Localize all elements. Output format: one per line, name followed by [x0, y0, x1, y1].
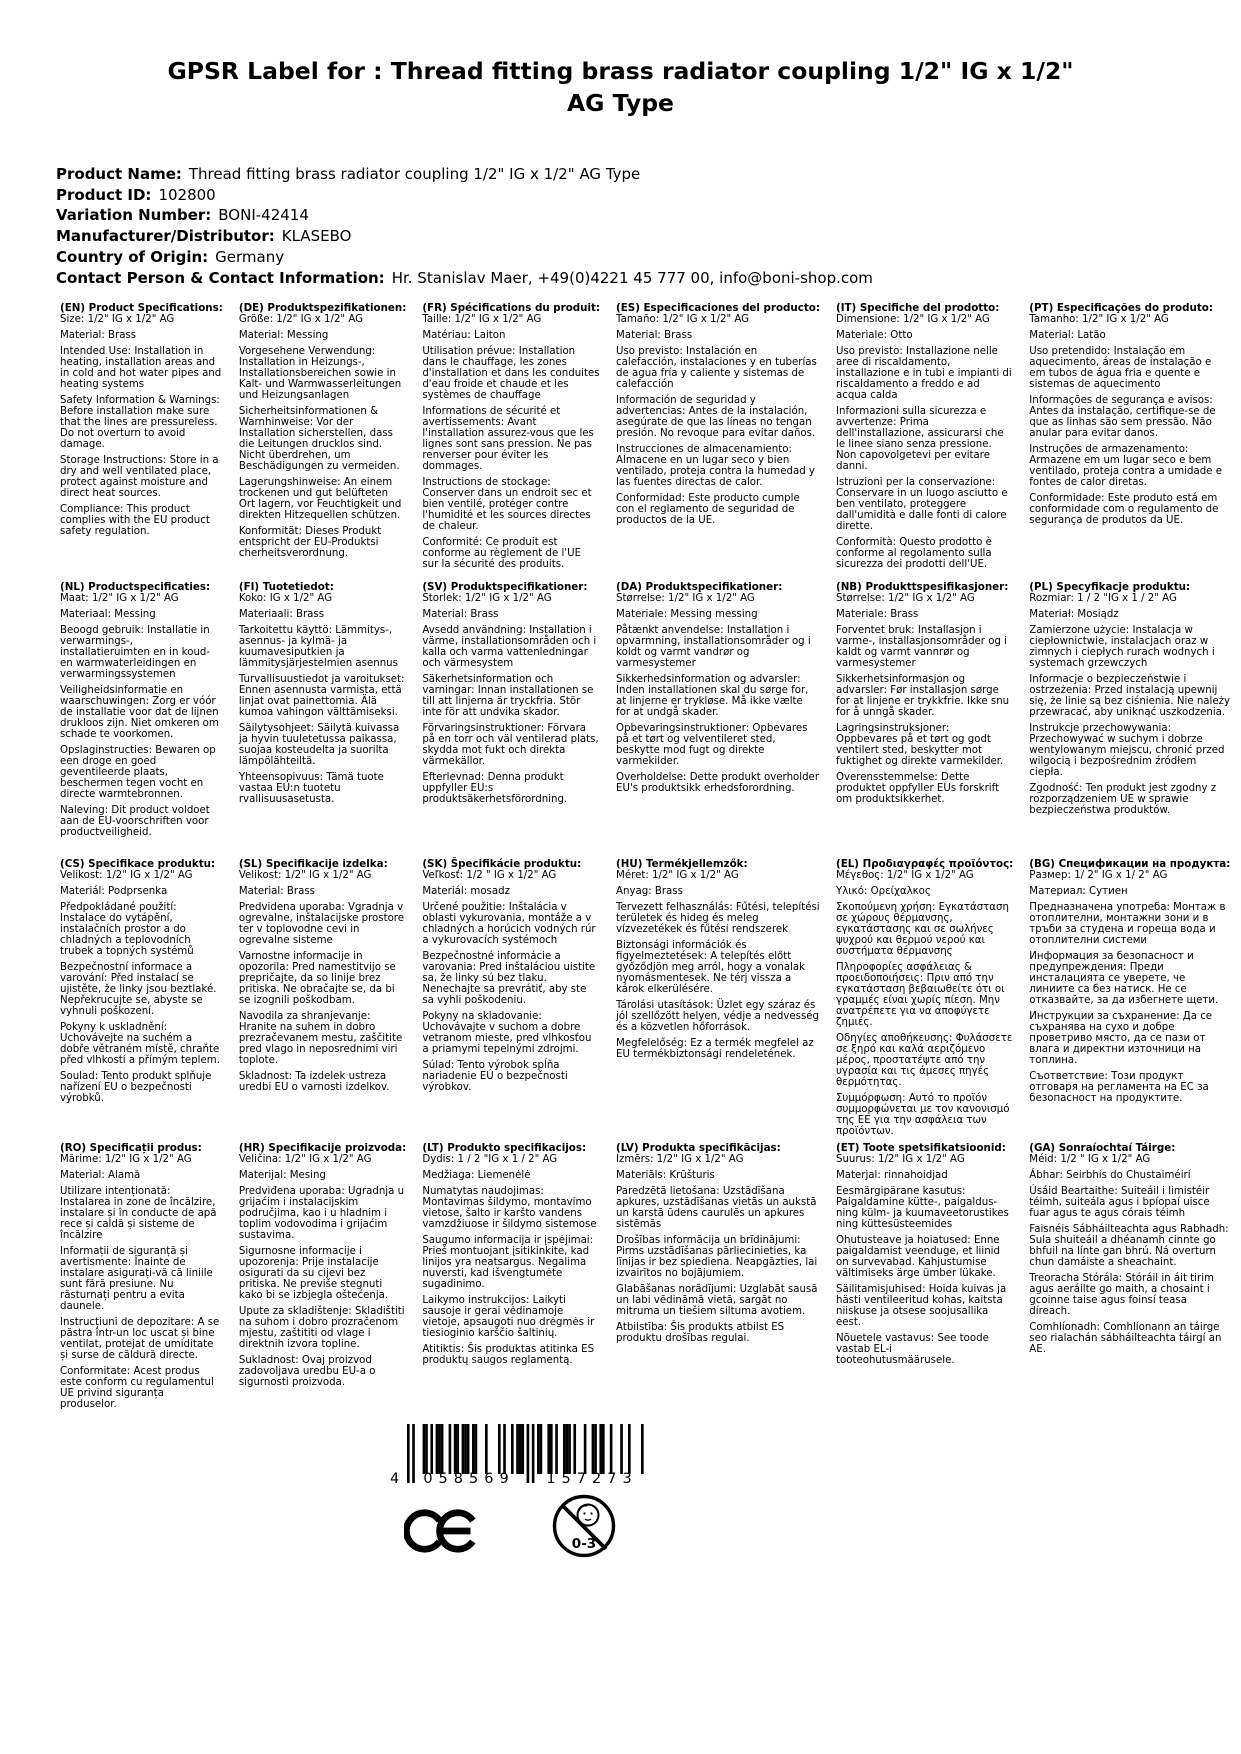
spec-paragraph: Pokyny na skladovanie: Uchovávajte v suchom a dobre vetranom mieste, pred vlhkosťou a priamymi tepelnými zdrojmi.: [422, 1011, 592, 1055]
spec-paragraph: Sukladnost: Ovaj proizvod zadovoljava uredbu EU-a o sigurnosti proizvoda.: [238, 1355, 376, 1388]
spec-paragraph: Veiligheidsinformatie en waarschuwingen: Zorg er vóór de installatie voor dat de lijnen drukloos zijn. Niet omkeren om schade te voorkomen.: [60, 685, 219, 740]
spec-paragraph: Instruções de armazenamento: Armazene em um lugar seco e bem ventilado, proteja contra a umidade e fontes de calor diretas.: [1029, 444, 1222, 488]
spec-block: [836, 859, 1013, 1143]
spec-paragraph: Utilizare intenționată: Instalarea in zone de încălzire, instalare și în conducte de apă rece și caldă și sisteme de încălzire: [60, 1186, 217, 1241]
barcode-digit-lead: 4: [390, 1471, 400, 1487]
spec-paragraph: Určené použitie: Inštalácia v oblasti vykurovania, montáže a v chladných a horúcich vodných rúr a vykurovacích systémoch: [422, 902, 596, 946]
spec-heading: (DE) Produktspezifikationen:: [238, 302, 407, 314]
spec-block: [1029, 303, 1230, 582]
spec-paragraph: Uso pretendido: Instalação em aquecimento, áreas de instalação e em tubos de água fria e quente e sistemas de aquecimento: [1029, 346, 1212, 390]
spec-paragraph: Инструкции за съхранение: Да се съхранява на сухо и добре проветриво място, да се пази от влага и директни източници на топлина.: [1029, 1011, 1213, 1066]
spec-paragraph: Paredzētā lietošana: Uzstādīšana apkures, uzstādīšanas vietās un aukstā un karstā ūdens caurulēs un apkures sistēmās: [616, 1186, 817, 1230]
spec-paragraph: Naleving: Dit product voldoet aan de EU-voorschriften voor productveiligheid.: [60, 805, 210, 838]
spec-paragraph: Material: Latão: [1029, 330, 1106, 341]
spec-paragraph: Συμμόρφωση: Αυτό το προϊόν συμμορφώνεται με τον κανονισμό της ΕΕ για την ασφάλεια των προϊόντων.: [835, 1093, 1010, 1137]
spec-heading: (SL) Specifikacije izdelka:: [238, 858, 388, 870]
product-info-label: Contact Person & Contact Information:: [56, 268, 385, 287]
spec-paragraph: Material: Brass: [60, 330, 137, 341]
spec-paragraph: Informazioni sulla sicurezza e avvertenze: Prima dell'installazione, assicurarsi che le linee siano senza pressione. Non capovolgetevi per evitare danni.: [835, 406, 1004, 472]
spec-paragraph: Biztonsági információk és figyelmeztetések: A telepítés előtt győződjön meg arról, hogy a vonalak nyomásmentesek. Ne térj vissza a károk elkerülésére.: [616, 940, 806, 995]
spec-paragraph: Předpokládané použití: Instalace do vytápění, instalačních prostor a do chladných a teplovodních trubek a topných systémů: [60, 902, 194, 957]
spec-paragraph: Avsedd användning: Installation i värme, installationsområden och i kalla och varma vattenledningar och värmesystem: [422, 625, 597, 669]
spec-paragraph: Vorgesehene Verwendung: Installation in Heizungs-, Installationsbereichen sowie in Kalt- und Warmwasserleitungen und Heizungsanlagen: [238, 346, 402, 401]
spec-paragraph: Opslaginstructies: Bewaren op een droge en goed geventileerde plaats, beschermen tegen vocht en directe warmtebronnen.: [60, 745, 216, 800]
spec-paragraph: Materiale: Messing messing: [616, 609, 758, 620]
spec-paragraph: Nõuetele vastavus: See toode vastab EL-i tooteohutusmäärusele.: [835, 1333, 989, 1366]
spec-block: [60, 859, 223, 1143]
spec-paragraph: Størrelse: 1/2" IG x 1/2" AG: [616, 593, 755, 604]
spec-paragraph: Comhlíonadh: Comhlíonann an táirge seo rialachán sábháilteachta táirgí an AE.: [1029, 1322, 1222, 1355]
product-info-row: [56, 205, 873, 226]
spec-paragraph: Úsáid Beartaithe: Suiteáil i limistéir téimh, suiteála agus i bpíopaí uisce fuar agus te agus córais téimh: [1029, 1186, 1210, 1219]
spec-heading: (LT) Produkto specifikacijos:: [422, 1142, 587, 1154]
spec-paragraph: Sikkerhedsinformation og advarsler: Inden installationen skal du sørge for, at linjerne er trykløse. Må ikke vælte for at undgå skader.: [616, 674, 809, 718]
spec-block: [836, 1143, 1013, 1410]
spec-paragraph: Uso previsto: Instalación en calefacción, instalaciones y en tuberías de agua fría y caliente y sistemas de calefacción: [616, 346, 817, 390]
spec-heading: (CS) Specifikace produktu:: [60, 858, 216, 870]
spec-paragraph: Предназначена употреба: Монтаж в отоплителни, монтажни зони и в тръби за студена и гореща вода и отоплителни системи: [1029, 902, 1226, 946]
spec-block: [60, 303, 223, 582]
spec-paragraph: Forventet bruk: Installasjon i varme-, installasjonsområder og i kaldt og varmt vannrør og varmesystemer: [835, 625, 1007, 669]
spec-paragraph: Informations de sécurité et avertissements: Avant l'installation assurez-vous que les lignes sont sans pression. Ne pas renverser pour éviter les dommages.: [422, 406, 594, 472]
spec-paragraph: Overensstemmelse: Dette produktet oppfyller EUs forskrift om produktsikkerhet.: [835, 772, 999, 805]
spec-heading: (FI) Tuotetiedot:: [238, 581, 334, 593]
spec-paragraph: Bezpečnostné informácie a varovania: Pred inštaláciou uistite sa, že linky sú bez tlaku. Nenechajte sa prevrátiť, aby ste sa vyhli poškodeniu.: [422, 951, 596, 1006]
spec-paragraph: Efterlevnad: Denna produkt uppfyller EU:s produktsäkerhetsförordning.: [422, 772, 568, 805]
spec-paragraph: Turvallisuustiedot ja varoitukset: Ennen asennusta varmista, että linjat ovat painettomia. Älä kumoa vahingon välttämiseksi.: [238, 674, 405, 718]
spec-paragraph: Informacje o bezpieczeństwie i ostrzeżenia: Przed instalacją upewnij się, że linie są bez ciśnienia. Nie należy przewracać, aby uniknąć uszkodzenia.: [1029, 674, 1231, 718]
spec-paragraph: Megfelelőség: Ez a termék megfelel az EU termékbiztonsági rendeletének.: [616, 1038, 814, 1060]
spec-paragraph: Dydis: 1 / 2 "IG x 1 / 2" AG: [422, 1154, 558, 1165]
spec-paragraph: Zgodność: Ten produkt jest zgodny z rozporządzeniem UE w sprawie bezpieczeństwa produktów.: [1029, 783, 1217, 816]
spec-paragraph: Материал: Сутиен: [1029, 886, 1128, 897]
spec-paragraph: Materiál: Podprsenka: [60, 886, 168, 897]
spec-paragraph: Säkerhetsinformation och varningar: Innan installationen se till att linjerna är tryckfria. Stör inte för att undvika skador.: [422, 674, 594, 718]
spec-block: [616, 582, 820, 859]
spec-paragraph: Eesmärgipärane kasutus: Paigaldamine kütte-, paigaldus- ning külm- ja kuumaveetorustikes ning küttesüsteemides: [835, 1186, 1009, 1230]
spec-paragraph: Ohutusteave ja hoiatused: Enne paigaldamist veenduge, et liinid on survevabad. Kahjustumise vältimiseks ärge ümber lükake.: [835, 1235, 1000, 1279]
spec-paragraph: Navodila za shranjevanje: Hranite na suhem in dobro prezračevanem mestu, zaščitite pred vlago in neposrednimi viri toplote.: [238, 1011, 403, 1066]
spec-paragraph: Размер: 1/ 2" IG x 1/ 2" AG: [1029, 870, 1168, 881]
product-info-row: [56, 226, 873, 247]
spec-heading: (ET) Toote spetsifikatsioonid:: [835, 1142, 1006, 1154]
spec-paragraph: Säilitamisjuhised: Hoida kuivas ja hästi ventileeritud kohas, kaitsta niiskuse ja otsese soojusallika eest.: [835, 1284, 1007, 1328]
spec-paragraph: Tervezett felhasználás: Fűtési, telepítési területek és hideg és meleg vízvezetékek és fűtési rendszerek: [616, 902, 820, 935]
spec-paragraph: Drošības informācija un brīdinājumi: Pirms uzstādīšanas pārliecinieties, ka līnijas ir bez spiediena. Neapgāzties, lai izvairītos no bojājumiem.: [616, 1235, 818, 1279]
spec-block: [422, 582, 600, 859]
spec-block: [422, 859, 600, 1143]
spec-paragraph: Treoracha Stórála: Stóráil in áit tirim agus aeráilte go maith, a chosaint i gcoinne taise agus foinsí teasa díreach.: [1029, 1273, 1214, 1317]
product-info-value: Germany: [215, 247, 285, 266]
spec-heading: (NB) Produkttspesifikasjoner:: [835, 581, 1009, 593]
product-info-value: Thread fitting brass radiator coupling 1/2" IG x 1/2" AG Type: [188, 165, 641, 183]
spec-heading: (BG) Спецификации на продукта:: [1029, 858, 1231, 870]
product-info-label: Product ID:: [56, 185, 152, 204]
spec-paragraph: Instrucciones de almacenamiento: Almacene en un lugar seco y bien ventilado, proteja contra la humedad y las fuentes directas de calor.: [616, 444, 815, 488]
spec-paragraph: Conformitate: Acest produs este conform cu regulamentul UE privind siguranța produselor.: [60, 1366, 214, 1410]
spec-block: [1029, 582, 1230, 859]
product-info-value: KLASEBO: [281, 227, 352, 246]
spec-paragraph: Conformidad: Este producto cumple con el reglamento de seguridad de productos de la UE.: [616, 493, 800, 526]
spec-heading: (RO) Specificații produs:: [60, 1142, 202, 1154]
spec-paragraph: Safety Information & Warnings: Before installation make sure that the lines are pressureless. Do not overturn to avoid damage.: [60, 395, 220, 450]
spec-paragraph: Lagerungshinweise: An einem trockenen und gut belüfteten Ort lagern, vor Feuchtigkeit und direkten Hitzequellen schützen.: [238, 477, 402, 521]
product-info-label: Country of Origin:: [56, 247, 209, 266]
spec-heading: (HR) Specifikacije proizvoda:: [238, 1142, 407, 1154]
barcode-digits-right: 157273: [546, 1471, 638, 1487]
spec-block: [836, 582, 1013, 859]
spec-paragraph: Méid: 1/2 " IG x 1/2" AG: [1029, 1154, 1151, 1165]
spec-paragraph: Saugumo informacija ir įspėjimai: Prieš montuojant įsitikinkite, kad linijos yra neatsargus. Negalima nuversti, kad išvengtumėte sugadinimo.: [422, 1235, 594, 1290]
spec-paragraph: Beoogd gebruik: Installatie in verwarmings-, installatieruimten en in koud- en warmwaterleidingen en verwarmingssystemen: [60, 625, 211, 680]
spec-paragraph: Tarkoitettu käyttö: Lämmitys-, asennus- ja kylmä- ja kuumavesiputkien ja lämmitysjärjestelmien asennus: [238, 625, 398, 669]
spec-paragraph: Materiale: Brass: [835, 609, 919, 620]
spec-paragraph: Informações de segurança e avisos: Antes da instalação, certifique-se de que as linhas são sem pressão. Não anular para evitar danos.: [1029, 395, 1216, 439]
product-info-row: [56, 185, 873, 206]
spec-paragraph: Materiale: Otto: [835, 330, 913, 341]
spec-block: [616, 859, 820, 1143]
spec-paragraph: Sigurnosne informacije i upozorenja: Prije instalacije osigurati da su cijevi bez pritiska. Ne previše stegnuti kako bi se izbjegla oštećenja.: [238, 1246, 389, 1301]
spec-paragraph: Intended Use: Installation in heating, installation areas and in cold and hot water pipes and heating systems: [60, 346, 222, 390]
spec-block: [616, 1143, 820, 1410]
product-info-label: Variation Number:: [56, 206, 212, 225]
spec-block: [1029, 859, 1230, 1143]
product-info-label: Manufacturer/Distributor:: [56, 227, 275, 246]
spec-paragraph: Μέγεθος: 1/2" IG x 1/2" AG: [835, 870, 974, 881]
spec-heading: (IT) Specifiche del prodotto:: [835, 302, 1000, 314]
spec-paragraph: Soulad: Tento produkt splňuje nařízení EU o bezpečnosti výrobků.: [60, 1071, 212, 1104]
spec-block: [422, 1143, 600, 1410]
spec-paragraph: Größe: 1/2" IG x 1/2" AG: [238, 314, 364, 325]
spec-block: [60, 582, 223, 859]
spec-paragraph: Compliance: This product complies with the EU product safety regulation.: [60, 504, 210, 537]
spec-heading: (EL) Προδιαγραφές προϊόντος:: [835, 858, 1014, 870]
product-info-value: BONI-42414: [218, 206, 309, 225]
spec-paragraph: Информация за безопасност и предупреждения: Преди инсталацията се уверете, че линиите са без натиск. Не се отказвайте, за да избегнете щети.: [1029, 951, 1219, 1006]
spec-paragraph: Påtænkt anvendelse: Installation i opvarmning, installationsområder og i koldt og varmt vandrør og varmesystemer: [616, 625, 811, 669]
spec-block: [836, 303, 1013, 582]
spec-block: [60, 1143, 223, 1410]
spec-paragraph: Storage Instructions: Store in a dry and well ventilated place, protect against moisture and direct heat sources.: [60, 455, 219, 499]
spec-paragraph: Οδηγίες αποθήκευσης: Φυλάσσετε σε ξηρό και καλά αεριζόμενο μέρος, προστατέψτε από την υγρασία και τις άμεσες πηγές θερμότητας.: [835, 1033, 1013, 1088]
spec-paragraph: Skladnost: Ta izdelek ustreza uredbi EU o varnosti izdelkov.: [238, 1071, 390, 1093]
spec-paragraph: Glabāšanas norādījumi: Uzglabāt sausā un labi vēdināmā vietā, sargāt no mitruma un tiešiem siltuma avotiem.: [616, 1284, 818, 1317]
spec-block: [616, 303, 820, 582]
spec-paragraph: Säilytysohjeet: Säilytä kuivassa ja hyvin tuuletetussa paikassa, suojaa kosteudelta ja suorilta lämpölähteiltä.: [238, 723, 400, 767]
spec-block: [1029, 1143, 1230, 1410]
spec-paragraph: Sicherheitsinformationen & Warnhinweise: Vor der Installation sicherstellen, dass die Leitungen drucklos sind. Nicht überdrehen, um Beschädigungen zu vermeiden.: [238, 406, 400, 472]
spec-heading: (ES) Especificaciones del producto:: [616, 302, 820, 314]
product-info-row: [56, 164, 873, 185]
product-info-value: Hr. Stanislav Maer, +49(0)4221 45 777 00, info@boni-shop.com: [391, 268, 873, 287]
spec-paragraph: Materiał: Mosiądz: [1029, 609, 1119, 620]
spec-paragraph: Conformité: Ce produit est conforme au règlement de l'UE sur la sécurité des produits.: [422, 537, 582, 570]
spec-paragraph: Laikymo instrukcijos: Laikyti sausoje ir gerai vėdinamoje vietoje, apsaugoti nuo drėgmės ir tiesioginio karščio šaltinių.: [422, 1295, 595, 1339]
spec-paragraph: Koko: IG x 1/2" AG: [238, 593, 333, 604]
age-warning-text: 0-3: [571, 1536, 597, 1552]
spec-paragraph: Opbevaringsinstruktioner: Opbevares på et tørt og velventileret sted, beskytte mod fugt og direkte varmekilder.: [616, 723, 808, 767]
spec-paragraph: Medžiaga: Liemenėlė: [422, 1170, 531, 1181]
spec-paragraph: Material: Brass: [238, 886, 315, 897]
product-info-value: 102800: [158, 185, 216, 204]
spec-paragraph: Bezpečnostní informace a varování: Před instalací se ujistěte, že linky jsou beztlaké. Nepřekrucujte se, abyste se vyhnuli poškození.: [60, 962, 217, 1017]
spec-paragraph: Información de seguridad y advertencias: Antes de la instalación, asegúrate de que las líneas no tengan presión. No revoque para evitar daños.: [616, 395, 816, 439]
spec-paragraph: Matériau: Laiton: [422, 330, 506, 341]
spec-paragraph: Materiaal: Messing: [60, 609, 156, 620]
spec-paragraph: Rozmiar: 1 / 2 "IG x 1 / 2" AG: [1029, 593, 1177, 604]
spec-paragraph: Uso previsto: Installazione nelle aree di riscaldamento, installazione e in tubi e impianti di riscaldamento a freddo e ad acqua calda: [835, 346, 1012, 401]
spec-paragraph: Съответствие: Този продукт отговаря на регламента на ЕС за безопасност на продуктите.: [1029, 1071, 1209, 1104]
spec-paragraph: Material: Messing: [238, 330, 329, 341]
spec-paragraph: Lagringsinstruksjoner: Oppbevares på et tørt og godt ventilert sted, beskytter mot fuktighet og direkte varmekilder.: [835, 723, 1004, 767]
spec-paragraph: Instrucțiuni de depozitare: A se păstra într-un loc uscat și bine ventilat, protejat de umiditate și surse de căldură directe.: [60, 1317, 220, 1361]
spec-heading: (NL) Productspecificaties:: [60, 581, 211, 593]
spec-paragraph: Materiāls: Krūšturis: [616, 1170, 715, 1181]
spec-paragraph: Velikost: 1/2" IG x 1/2" AG: [238, 870, 372, 881]
page-title: GPSR Label for : Thread fitting brass radiator coupling 1/2" IG x 1/2" AG Type: [167, 57, 1074, 117]
spec-paragraph: Yhteensopivuus: Tämä tuote vastaa EU:n tuotetu rvallisuusasetusta.: [238, 772, 384, 805]
product-info-row: [56, 247, 873, 268]
spec-paragraph: Materijal: Mesing: [238, 1170, 326, 1181]
spec-paragraph: Konformität: Dieses Produkt entspricht der EU-Produktsi cherheitsverordnung.: [238, 526, 382, 559]
spec-paragraph: Instrukcje przechowywania: Przechowywać w suchym i dobrze wentylowanym miejscu, chronić przed wilgocią i bezpośrednim źródłem ciepła.: [1029, 723, 1225, 778]
spec-paragraph: Conformità: Questo prodotto è conforme al regolamento sulla sicurezza dei prodotti dell'UE.: [835, 537, 992, 570]
spec-block: [239, 1143, 406, 1410]
spec-paragraph: Υλικό: Ορείχαλκος: [835, 886, 931, 897]
spec-paragraph: Πληροφορίες ασφάλειας & προειδοποιήσεις: Πριν από την εγκατάσταση βεβαιωθείτε ότι οι γραμμές είναι χωρίς πίεση. Μην ανατρέπετε για να αποφύγετε ζημιές.: [835, 962, 1005, 1028]
age-warning-0-3-icon: [551, 1489, 617, 1563]
spec-heading: (SV) Produktspecifikationer:: [422, 581, 588, 593]
spec-paragraph: Storlek: 1/2" IG x 1/2" AG: [422, 593, 552, 604]
spec-paragraph: Σκοπούμενη χρήση: Εγκατάσταση σε χώρους θέρμανσης, εγκατάστασης και σε σωλήνες ψυχρού και θερμού νερού και συστήματα θέρμανσης: [835, 902, 1009, 957]
spec-heading: (LV) Produkta specifikācijas:: [616, 1142, 781, 1154]
spec-paragraph: Instructions de stockage: Conserver dans un endroit sec et bien ventilé, protéger contre l'humidité et les sources directes de chaleur.: [422, 477, 592, 532]
spec-paragraph: Maat: 1/2" IG x 1/2" AG: [60, 593, 179, 604]
spec-paragraph: Materiaali: Brass: [238, 609, 325, 620]
spec-paragraph: Förvaringsinstruktioner: Förvara på en torr och väl ventilerad plats, skydda mot fukt och direkta värmekällor.: [422, 723, 599, 767]
spec-paragraph: Materiál: mosadz: [422, 886, 510, 897]
spec-paragraph: Mărime: 1/2" IG x 1/2" AG: [60, 1154, 192, 1165]
spec-paragraph: Ábhar: Seirbhís do Chustaiméirí: [1029, 1170, 1191, 1181]
spec-paragraph: Conformidade: Este produto está em conformidade com o regulamento de segurança de produtos da UE.: [1029, 493, 1219, 526]
spec-paragraph: Súlad: Tento výrobok spĺňa nariadenie EÚ o bezpečnosti výrobkov.: [422, 1060, 568, 1093]
spec-paragraph: Informații de siguranță și avertismente: Înainte de instalare asigurați-vă că liniile sunt fără presiune. Nu răsturnați pentru a evita daunele.: [60, 1246, 213, 1312]
spec-heading: (DA) Produktspecifikationer:: [616, 581, 783, 593]
spec-heading: (GA) Sonraíochtaí Táirge:: [1029, 1142, 1176, 1154]
spec-heading: (PL) Specyfikacje produktu:: [1029, 581, 1191, 593]
spec-paragraph: Sikkerhetsinformasjon og advarsler: Før installasjon sørge for at linjene er trykkfrie. Ikke snu for å unngå skader.: [835, 674, 1010, 718]
spec-paragraph: Materjal: rinnahoidjad: [835, 1170, 948, 1181]
product-info: [56, 164, 873, 288]
spec-paragraph: Overholdelse: Dette produkt overholder EU's produktsikk erhedsforordning.: [616, 772, 820, 794]
ce-mark-icon: [404, 1502, 480, 1560]
spec-paragraph: Veľkosť: 1/2 " IG x 1/2" AG: [422, 870, 557, 881]
spec-paragraph: Størrelse: 1/2" IG x 1/2" AG: [835, 593, 975, 604]
spec-paragraph: Velikost: 1/2" IG x 1/2" AG: [60, 870, 193, 881]
spec-block: [239, 859, 406, 1143]
ean13-barcode: [392, 1424, 664, 1494]
spec-paragraph: Izmērs: 1/2" IG x 1/2" AG: [616, 1154, 744, 1165]
spec-paragraph: Predviđena uporaba: Ugradnja u grijaćim i instalacijskim područjima, kao i u hladnim i toplim vodovodima i grijaćim sustavima.: [238, 1186, 405, 1241]
spec-paragraph: Suurus: 1/2" IG x 1/2" AG: [835, 1154, 965, 1165]
spec-block: [239, 582, 406, 859]
spec-block: [239, 303, 406, 582]
barcode-digits-left: 058569: [423, 1471, 515, 1487]
spec-paragraph: Material: Alamă: [60, 1170, 141, 1181]
spec-paragraph: Size: 1/2" IG x 1/2" AG: [60, 314, 175, 325]
spec-paragraph: Veličina: 1/2" IG x 1/2" AG: [238, 1154, 372, 1165]
spec-paragraph: Numatytas naudojimas: Montavimas šildymo, montavimo vietose, šalto ir karšto vandens vamzdžiuose ir šildymo sistemose: [422, 1186, 597, 1230]
product-info-label: Product Name:: [56, 165, 182, 183]
spec-heading: (HU) Termékjellemzők:: [616, 858, 748, 870]
spec-paragraph: Zamierzone użycie: Instalacja w ciepłownictwie, instalacjach oraz w zimnych i ciepłych rurach wodnych i systemach grzewczych: [1029, 625, 1215, 669]
spec-paragraph: Tamanho: 1/2" IG x 1/2" AG: [1029, 314, 1169, 325]
spec-heading: (PT) Especificações do produto:: [1029, 302, 1213, 314]
spec-paragraph: Taille: 1/2" IG x 1/2" AG: [422, 314, 542, 325]
spec-paragraph: Atbilstība: Šis produkts atbilst ES produktu drošības regulai.: [616, 1322, 785, 1344]
spec-paragraph: Faisnéis Sábháilteachta agus Rabhadh: Sula shuiteáil a dhéanamh cinnte go bhfuil na línte gan bhrú. Ná overturn chun damáiste a sheachaint.: [1029, 1224, 1229, 1268]
spec-paragraph: Utilisation prévue: Installation dans le chauffage, les zones d'installation et dans les conduites d'eau froide et chaude et les systèmes de chauffage: [422, 346, 600, 401]
spec-heading: (EN) Product Specifications:: [60, 302, 223, 314]
spec-paragraph: Tárolási utasítások: Üzlet egy száraz és jól szellőzött helyen, védje a nedvesség és a közvetlen hőforrások.: [616, 1000, 820, 1033]
spec-paragraph: Material: Brass: [616, 330, 693, 341]
spec-paragraph: Tamaño: 1/2" IG x 1/2" AG: [616, 314, 750, 325]
spec-paragraph: Anyag: Brass: [616, 886, 683, 897]
spec-paragraph: Material: Brass: [422, 609, 499, 620]
spec-paragraph: Upute za skladištenje: Skladištiti na suhom i dobro prozračenom mjestu, zaštititi od vlage i direktnih izvora topline.: [238, 1306, 405, 1350]
spec-heading: (SK) Špecifikácie produktu:: [422, 858, 582, 870]
spec-paragraph: Dimensione: 1/2" IG x 1/2" AG: [835, 314, 990, 325]
spec-grid: [60, 302, 1231, 1410]
spec-block: [422, 303, 600, 582]
product-info-row: [56, 268, 873, 289]
spec-paragraph: Predvidena uporaba: Vgradnja v ogrevalne, inštalacijske prostore ter v toplovodne cevi in ogrevalne sisteme: [238, 902, 405, 946]
spec-paragraph: Méret: 1/2" IG x 1/2" AG: [616, 870, 739, 881]
spec-paragraph: Atitiktis: Šis produktas atitinka ES produktų saugos reglamentą.: [422, 1344, 595, 1366]
spec-paragraph: Pokyny k uskladnění: Uchovávejte na suchém a dobře větraném místě, chraňte před vlhkostí a přímým teplem.: [60, 1022, 220, 1066]
spec-heading: (FR) Spécifications du produit:: [422, 302, 601, 314]
spec-paragraph: Istruzioni per la conservazione: Conservare in un luogo asciutto e ben ventilato, proteggere dall'umidità e dalle fonti di calore dirette.: [835, 477, 1008, 532]
spec-paragraph: Varnostne informacije in opozorila: Pred namestitvijo se prepričajte, da so linije brez pritiska. Ne obračajte se, da bi se izognili poškodbam.: [238, 951, 396, 1006]
